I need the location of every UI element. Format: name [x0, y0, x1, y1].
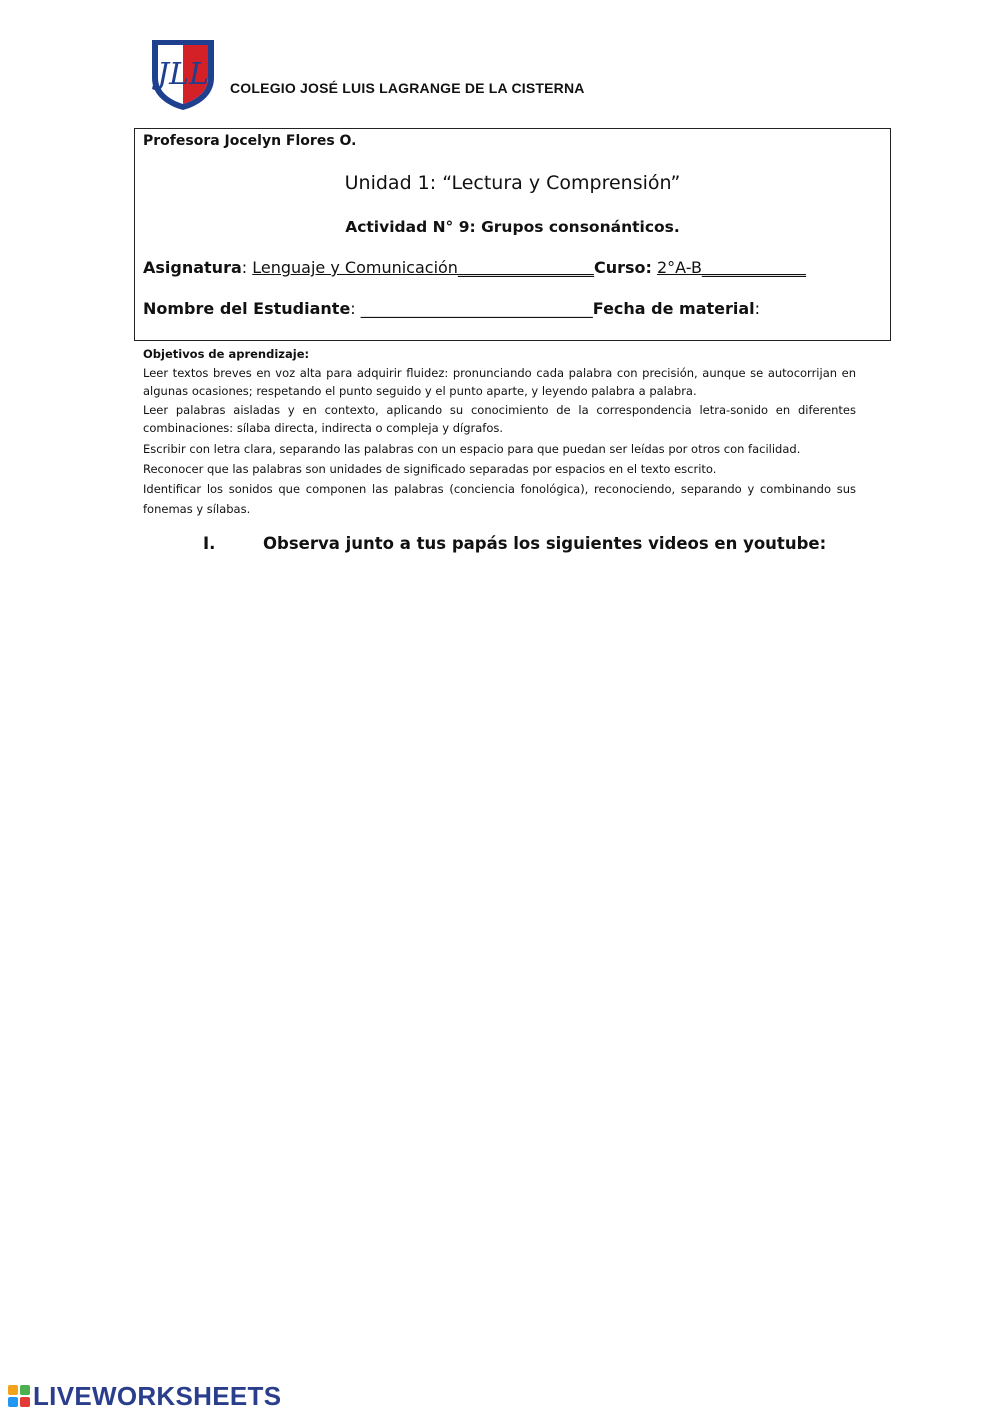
crest-monogram: JLL — [157, 57, 209, 92]
school-name: COLEGIO JOSÉ LUIS LAGRANGE DE LA CISTERNA — [230, 80, 585, 96]
teacher-name: Profesora Jocelyn Flores O. — [143, 133, 357, 149]
subject-label: Asignatura — [143, 258, 242, 277]
student-date-row: Nombre del Estudiante: _____________________________Fecha de material: — [143, 299, 761, 318]
objective-item: Reconocer que las palabras son unidades de significado separadas por espacios en el texto escrito. — [143, 462, 717, 476]
learning-objectives — [143, 345, 856, 519]
objective-item: Identificar los sonidos que componen las palabras (conciencia fonológica), reconociendo, separando y combinando sus fonemas y sílabas. — [143, 481, 856, 516]
liveworksheets-logo-icon — [8, 1385, 30, 1407]
info-box — [134, 128, 891, 341]
section-text: Observa junto a tus papás los siguientes videos en youtube: — [263, 534, 827, 553]
objective-item: Leer textos breves en voz alta para adquirir fluidez: pronunciando cada palabra con precisión, aunque se autocorrijan en algunas ocasiones; respetando el punto seguido y el punto aparte, y leyendo palabra a palabra. — [143, 365, 856, 398]
date-label: Fecha de material — [592, 299, 755, 318]
unit-title: Unidad 1: “Lectura y Comprensión” — [344, 172, 681, 194]
section-number: I. — [203, 534, 216, 553]
objective-item: Leer palabras aisladas y en contexto, aplicando su conocimiento de la correspondencia letra-sonido en diferentes combinaciones: sílaba directa, indirecta o compleja y dígrafos. — [143, 402, 856, 435]
subject-course-row: Asignatura: Lenguaje y Comunicación_________________Curso: 2°A-B_____________ — [143, 258, 806, 277]
subject-value: Lenguaje y Comunicación_________________ — [252, 258, 594, 277]
course-value: 2°A-B_____________ — [656, 258, 806, 277]
activity-title: Actividad N° 9: Grupos consonánticos. — [345, 218, 680, 236]
school-crest-logo — [150, 38, 216, 112]
section-1-heading — [203, 534, 826, 553]
student-name-blank[interactable]: _____________________________ — [360, 299, 593, 318]
objectives-title: Objetivos de aprendizaje: — [143, 347, 310, 361]
liveworksheets-brand[interactable] — [8, 1381, 281, 1411]
student-label: Nombre del Estudiante — [143, 299, 351, 318]
objective-item: Escribir con letra clara, separando las palabras con un espacio para que puedan ser leídas por otros con facilidad. — [143, 441, 801, 456]
course-label: Curso: — [593, 258, 652, 277]
brand-name: LIVEWORKSHEETS — [33, 1380, 282, 1411]
